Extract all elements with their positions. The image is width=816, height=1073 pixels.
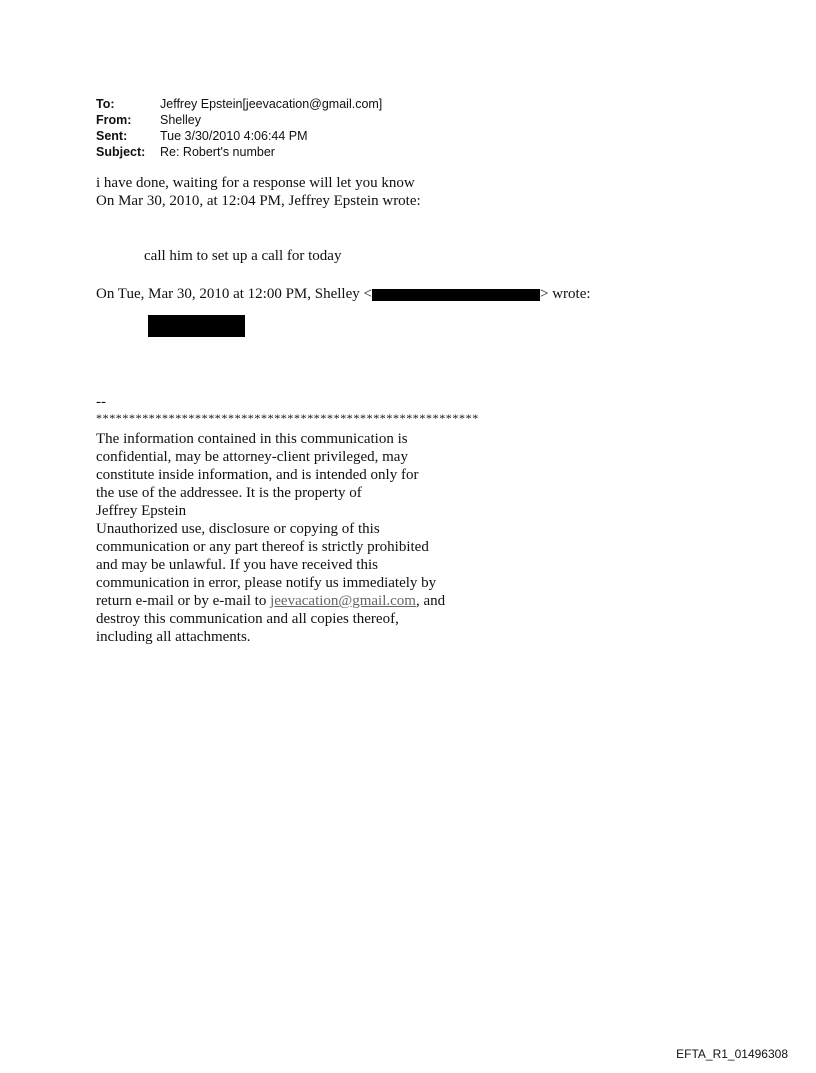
- signature-separator: **********************************************************: [96, 411, 479, 425]
- sent-row: [96, 128, 382, 144]
- disclaimer-line: communication in error, please notify us immediately by: [96, 575, 437, 591]
- sent-label: Sent:: [96, 129, 128, 143]
- reply-body: [96, 174, 421, 210]
- disclaimer-line: including all attachments.: [96, 629, 251, 645]
- document-id: EFTA_R1_01496308: [676, 1047, 788, 1061]
- attribution-prefix: On Tue, Mar 30, 2010 at 12:00 PM, Shelley <: [96, 286, 372, 302]
- to-value: Jeffrey Epstein[jeevacation@gmail.com]: [160, 97, 383, 111]
- disclaimer-line: constitute inside information, and is intended only for: [96, 467, 419, 483]
- email-header: [96, 96, 382, 160]
- subject-row: [96, 144, 382, 160]
- to-label: To:: [96, 97, 115, 111]
- disclaimer-line: the use of the addressee. It is the property of: [96, 485, 362, 501]
- subject-value: Re: Robert's number: [160, 145, 275, 159]
- from-label: From:: [96, 113, 132, 127]
- return-prefix: return e-mail or by e-mail to: [96, 593, 271, 609]
- from-value: Shelley: [160, 113, 201, 127]
- quoted-message: call him to set up a call for today: [144, 248, 342, 264]
- reply-line-1: i have done, waiting for a response will let you know: [96, 175, 415, 191]
- subject-label: Subject:: [96, 145, 146, 159]
- disclaimer-line: confidential, may be attorney-client privileged, may: [96, 449, 408, 465]
- disclaimer-line: communication or any part thereof is strictly prohibited: [96, 539, 429, 555]
- return-suffix: , and: [415, 593, 446, 609]
- disclaimer-line: Jeffrey Epstein: [96, 503, 187, 519]
- signature-dashes: --: [96, 394, 106, 410]
- email-link[interactable]: jeevacation@gmail.com: [270, 593, 416, 609]
- signature: [96, 394, 479, 646]
- disclaimer-line-email: [96, 592, 479, 610]
- sent-value: Tue 3/30/2010 4:06:44 PM: [160, 129, 308, 143]
- disclaimer-line: and may be unlawful. If you have received this: [96, 557, 378, 573]
- reply-line-2: On Mar 30, 2010, at 12:04 PM, Jeffrey Epstein wrote:: [96, 193, 421, 209]
- disclaimer-line: destroy this communication and all copies thereof,: [96, 611, 399, 627]
- redaction-block: [148, 315, 245, 337]
- from-row: [96, 112, 382, 128]
- disclaimer-line: The information contained in this communication is: [96, 431, 408, 447]
- disclaimer: [96, 430, 479, 646]
- attribution-suffix: > wrote:: [539, 286, 591, 302]
- to-row: [96, 96, 382, 112]
- attribution-line: [96, 285, 591, 303]
- redaction-bar: [372, 289, 540, 301]
- disclaimer-line: Unauthorized use, disclosure or copying of this: [96, 521, 380, 537]
